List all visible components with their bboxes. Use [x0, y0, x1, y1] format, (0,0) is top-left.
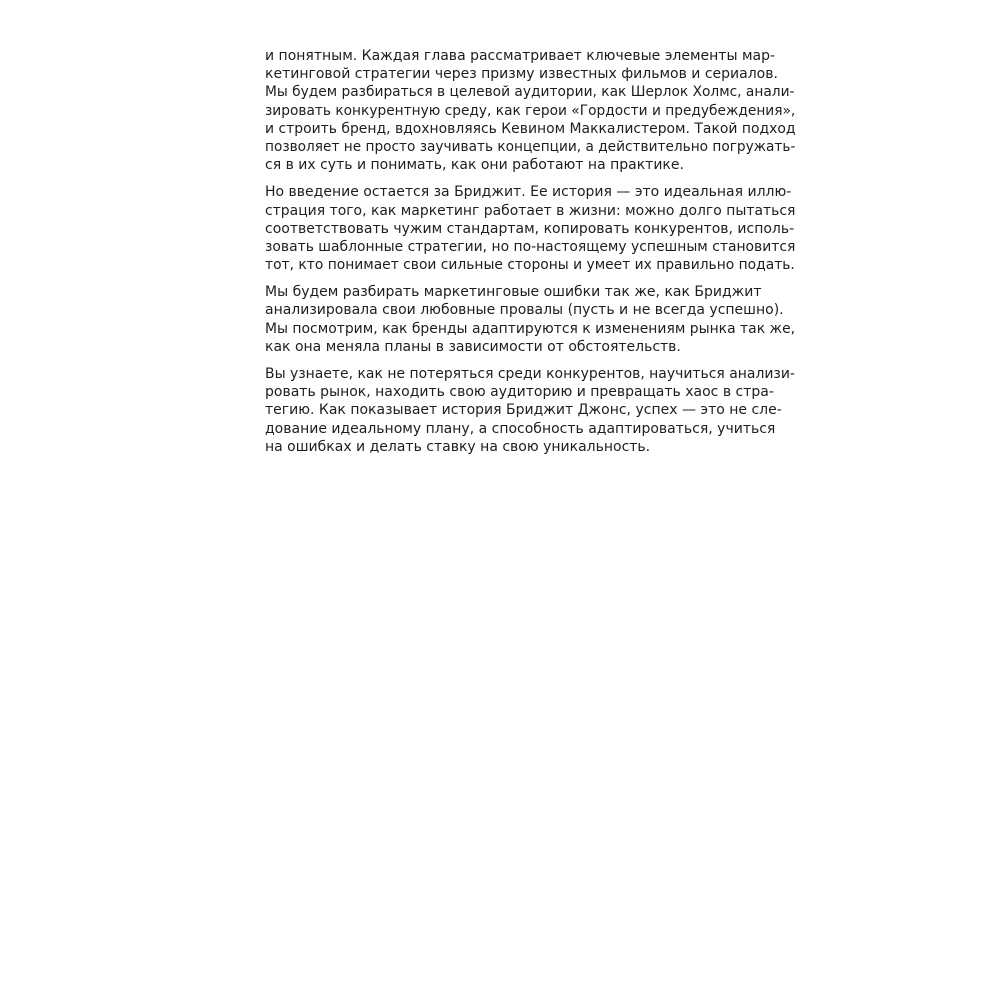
text-line: зовать шаблонные стратегии, но по-настоящему успешным становится: [265, 238, 796, 255]
text-line: позволяет не просто заучивать концепции, а действительно погружать-: [265, 138, 796, 155]
text-line: Мы будем разбираться в целевой аудитории, как Шерлок Холмс, анали-: [265, 84, 795, 101]
paragraph-1: [265, 47, 800, 174]
text-line: ровать рынок, находить свою аудиторию и превращать хаос в стра-: [265, 384, 774, 401]
text-line: на ошибках и делать ставку на свою уникальность.: [265, 438, 651, 455]
text-line: дование идеальному плану, а способность адаптироваться, учиться: [265, 420, 776, 437]
text-line: Вы узнаете, как не потеряться среди конкурентов, научиться анализи-: [265, 366, 795, 382]
text-line: соответствовать чужим стандартам, копировать конкурентов, исполь-: [265, 220, 795, 237]
paragraph-3: [265, 283, 800, 356]
text-line: тегию. Как показывает история Бриджит Джонс, успех — это не сле-: [265, 402, 782, 419]
text-line: и строить бренд, вдохновляясь Кевином Маккалистером. Такой подход: [265, 120, 796, 137]
text-line: Мы посмотрим, как бренды адаптируются к изменениям рынка так же,: [265, 320, 796, 337]
text-line: тот, кто понимает свои сильные стороны и умеет их правильно подать.: [265, 257, 795, 274]
paragraph-4: [265, 365, 800, 456]
paragraph-2: [265, 183, 800, 274]
text-line: ся в их суть и понимать, как они работают на практике.: [265, 157, 684, 174]
text-line: Но введение остается за Бриджит. Ее история — это идеальная иллю-: [265, 184, 792, 201]
text-line: кетинговой стратегии через призму известных фильмов и сериалов.: [265, 66, 778, 83]
text-line: страция того, как маркетинг работает в жизни: можно долго пытаться: [265, 202, 796, 219]
text-line: зировать конкурентную среду, как герои «Гордости и предубеждения»,: [265, 102, 796, 119]
text-line: как она меняла планы в зависимости от обстоятельств.: [265, 338, 681, 355]
text-line: анализировала свои любовные провалы (пусть и не всегда успешно).: [265, 302, 784, 319]
text-line: Мы будем разбирать маркетинговые ошибки так же, как Бриджит: [265, 284, 762, 301]
text-line: и понятным. Каждая глава рассматривает ключевые элементы мар-: [265, 48, 776, 64]
body-text: [265, 47, 800, 465]
